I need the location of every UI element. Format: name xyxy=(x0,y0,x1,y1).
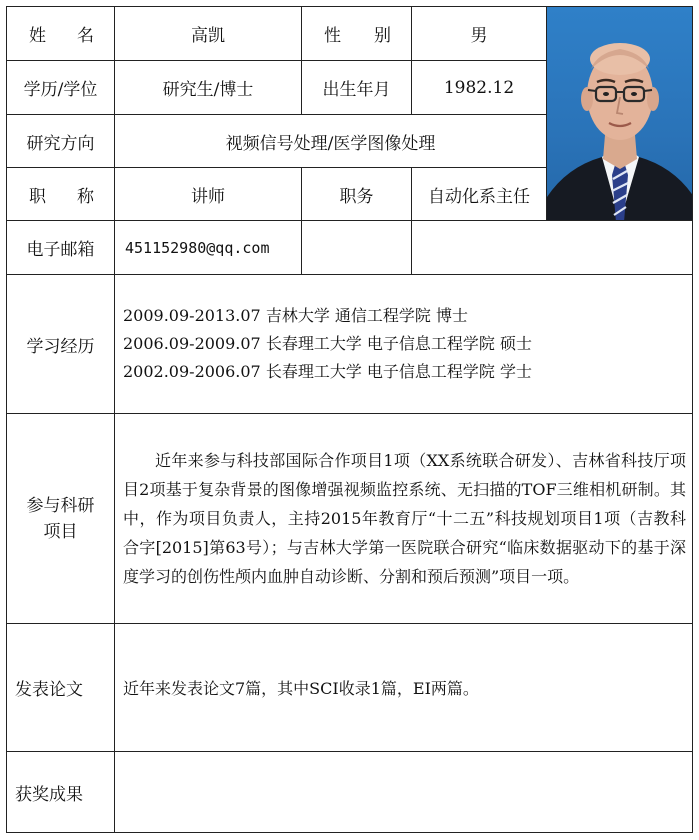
email-label: 电子邮箱 xyxy=(6,220,115,275)
awards-label: 获奖成果 xyxy=(6,751,115,833)
birth-value: 1982.12 xyxy=(411,60,547,115)
position-label: 职务 xyxy=(301,167,412,221)
position-value: 自动化系主任 xyxy=(411,167,547,221)
name-label-char-2: 名 xyxy=(77,26,94,46)
research-direction-value: 视频信号处理/医学图像处理 xyxy=(114,114,547,168)
publications-label: 发表论文 xyxy=(6,623,115,752)
research-projects-label-line-1: 参与科研 xyxy=(26,495,95,516)
email-value: 451152980@qq.com xyxy=(114,220,302,275)
study-history-item: 2009.09-2013.07 吉林大学 通信工程学院 博士 xyxy=(123,306,468,325)
title-label-char-1: 职 xyxy=(29,186,46,207)
research-projects-label xyxy=(6,413,115,624)
research-projects-value xyxy=(114,413,693,624)
publications-value xyxy=(114,623,693,752)
research-projects-text: 近年来参与科技部国际合作项目1项（XX系统联合研发）、吉林省科技厅项目2项基于复杂背景的图像增强视频监控系统、无扫描的TOF三维相机研制。其中，作为项目负责人，主持2015年教育厅“十二五”科技规划项目1项（吉教科合字[2015]第63号）；与吉林大学第一医院联合研究“临床数据驱动下的基于深度学习的创伤性颅内血肿自动诊断、分割和预后预测”项目一项。 xyxy=(123,451,686,586)
gender-label-char-2: 别 xyxy=(374,26,391,46)
gender-label xyxy=(301,6,412,61)
portrait-image xyxy=(547,7,693,221)
education-label: 学历/学位 xyxy=(6,60,115,115)
name-label xyxy=(6,6,115,61)
profile-photo xyxy=(546,6,693,221)
study-history-list xyxy=(115,302,532,386)
email-empty-cell-2 xyxy=(411,220,693,275)
name-value: 高凯 xyxy=(114,6,302,61)
gender-value: 男 xyxy=(411,6,547,61)
awards-value xyxy=(114,751,693,833)
research-projects-label-line-2: 项目 xyxy=(43,521,78,542)
email-empty-cell-1 xyxy=(301,220,412,275)
study-history-value xyxy=(114,274,693,414)
study-history-item: 2006.09-2009.07 长春理工大学 电子信息工程学院 硕士 xyxy=(123,334,532,353)
birth-label: 出生年月 xyxy=(301,60,412,115)
title-label-char-2: 称 xyxy=(77,186,94,207)
title-label xyxy=(6,167,115,221)
education-value: 研究生/博士 xyxy=(114,60,302,115)
study-history-label: 学习经历 xyxy=(6,274,115,414)
title-value: 讲师 xyxy=(114,167,302,221)
publications-text: 近年来发表论文7篇，其中SCI收录1篇，EI两篇。 xyxy=(123,679,479,698)
gender-label-char-1: 性 xyxy=(324,26,341,46)
research-direction-label: 研究方向 xyxy=(6,114,115,168)
name-label-char-1: 姓 xyxy=(29,26,46,46)
study-history-item: 2002.09-2006.07 长春理工大学 电子信息工程学院 学士 xyxy=(123,362,532,381)
